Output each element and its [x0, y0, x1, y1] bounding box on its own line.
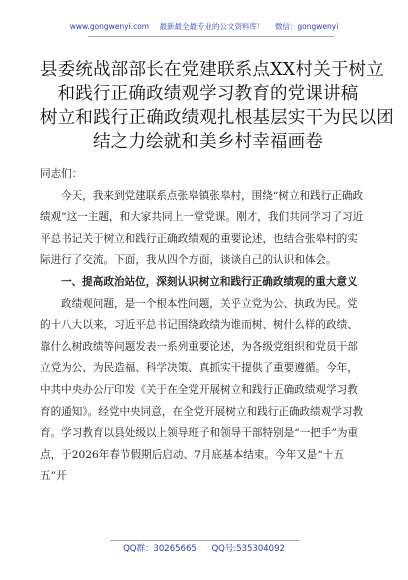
title-line-3: 树立和践行正确政绩观扎根基层实干为民以团	[40, 108, 394, 128]
title-line-4: 结之力绘就和美乡村幸福画卷	[92, 132, 324, 152]
greeting: 同志们：	[40, 168, 83, 180]
section-heading-1: 一、提高政治站位，深刻认识树立和践行正确政绩观的重大意义	[61, 275, 358, 288]
header-divider	[88, 36, 334, 37]
site-header	[0, 22, 408, 32]
title-line-2: 和践行正确政绩观学习教育的党课讲稿	[57, 84, 359, 104]
document-title	[40, 58, 394, 154]
qq-number: QQ号:535304092	[211, 544, 285, 554]
site-url-link[interactable]: www.gongwenyi.com	[69, 22, 150, 31]
document-body	[40, 164, 368, 488]
wechat-id: 微信：gongwenyi	[274, 22, 339, 31]
site-footer	[0, 544, 408, 554]
site-slogan: 最新最全最专业的公文资料库！	[159, 22, 265, 31]
paragraph-section-1: 政绩观问题，是一个根本性问题，关乎立党为公、执政为民。党的十八大以来，习近平总书记围绕政绩为谁而树、树什么样的政绩、靠什么树政绩等问题发表一系列重要论述，为各级党组织和党员干部立党为公、为民造福、科学决策、真抓实干提供了重要遵循。今年，中共中央办公厅印发《关于在全党开展树立和践行正确政绩观学习教育的通知》。经党中央同意，在全党开展树立和践行正确政绩观学习教育。学习教育以县处级以上领导班子和领导干部特别是“一把手”为重点，于2026年春节假期后启动、7月底基本结束。今年又是“十五五”开	[40, 297, 364, 483]
title-line-1: 县委统战部部长在党建联系点XX村关于树立	[40, 60, 384, 80]
footer-divider	[110, 540, 300, 541]
paragraph-intro: 今天，我来到党建联系点张皋镇张皋村，围绕“树立和践行正确政绩观”这一主题，和大家共同上一堂党课。刚才，我们共同学习了习近平总书记关于树立和践行正确政绩观的重要论述，也结合张皋村的实际进行了交流。下面，我从四个方面，谈谈自己的认识和体会。	[40, 189, 364, 267]
qq-group: QQ群：30265665	[123, 544, 197, 554]
